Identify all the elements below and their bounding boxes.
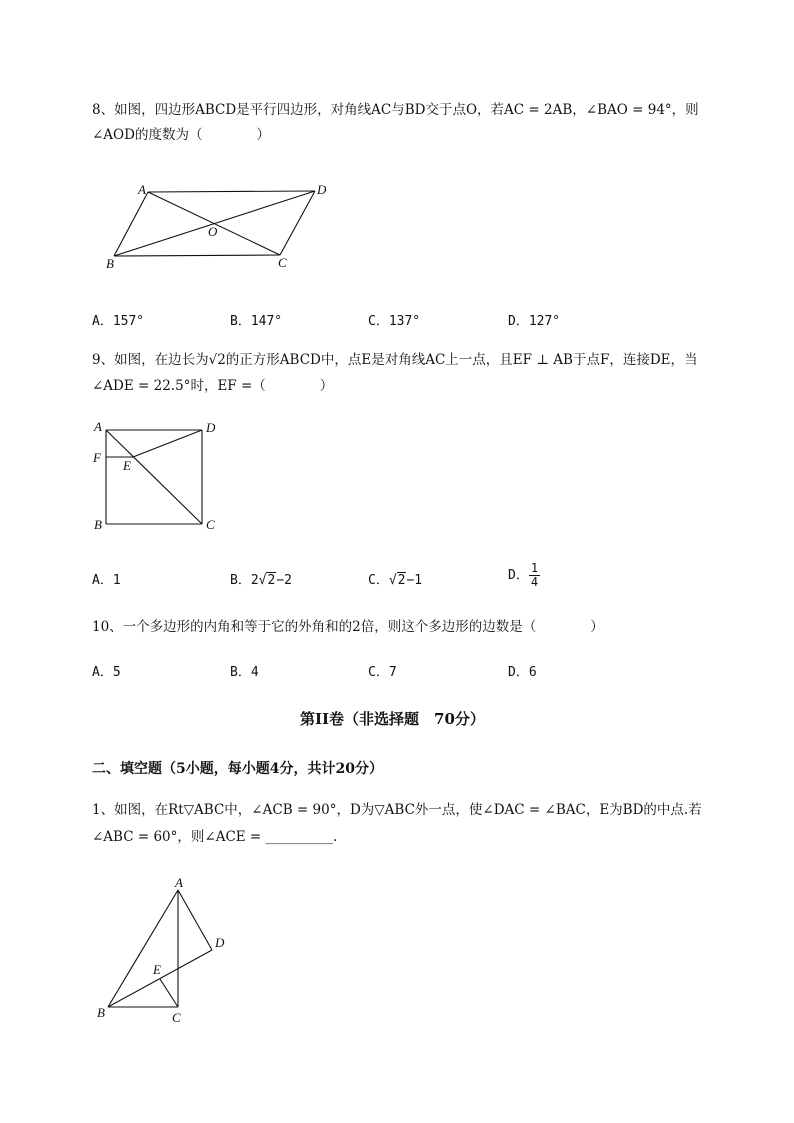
q9-option-d-fraction xyxy=(529,562,540,589)
q9-label-A: A xyxy=(94,419,102,434)
q9-option-a: A．1 xyxy=(92,573,121,588)
fill1-segment-CE xyxy=(160,979,178,1007)
q8-parallelogram-figure xyxy=(100,180,340,275)
q8-side-BC xyxy=(114,255,280,256)
q9-option-b-suffix: −2 xyxy=(276,573,292,588)
q8-label-B: B xyxy=(106,256,114,271)
q8-text-line1: 8、如图，四边形ABCD是平行四边形，对角线AC与BD交于点O，若AC = 2AB，∠BAO = 94°，则 xyxy=(92,102,699,118)
fill1-label-B: B xyxy=(97,1005,105,1020)
q9-option-c: C．√2−1 xyxy=(368,573,423,588)
q8-side-AD xyxy=(148,191,315,192)
q9-option-c-radicand: 2 xyxy=(397,573,406,588)
q9-option-b-radicand: 2 xyxy=(267,573,276,588)
q9-diagonal-AC xyxy=(106,430,202,524)
q9-option-d-prefix: D． xyxy=(508,568,529,583)
q9-option-d-numerator: 1 xyxy=(530,561,539,575)
q9-label-B: B xyxy=(94,517,102,532)
fill1-segment-AD xyxy=(178,890,212,950)
fill1-segment-BD xyxy=(108,950,212,1007)
q9-option-c-prefix: C． xyxy=(368,573,389,588)
section2-subtitle: 二、填空题（5小题，每小题4分，共计20分） xyxy=(92,761,383,777)
fill1-label-D: D xyxy=(215,935,225,950)
q10-text-line1: 10、一个多边形的内角和等于它的外角和的2倍，则这个多边形的边数是（ ） xyxy=(92,619,604,635)
q9-option-d xyxy=(508,562,540,589)
fill1-text-line1: 1、如图，在Rt▽ABC中，∠ACB = 90°，D为▽ABC外一点，使∠DAC = ∠BAC，E为BD的中点.若 xyxy=(92,802,702,818)
q10-option-b: B．4 xyxy=(230,665,259,680)
q8-label-O: O xyxy=(208,224,218,239)
q9-label-D: D xyxy=(206,420,216,435)
q9-option-b-prefix: B． xyxy=(230,573,251,588)
q9-segment-DE xyxy=(133,430,202,457)
q10-option-c: C．7 xyxy=(368,665,397,680)
q9-option-b: B．2√2−2 xyxy=(230,573,292,588)
q8-option-a: A．157° xyxy=(92,314,145,329)
fill1-side-AB xyxy=(108,890,178,1007)
q8-option-c: C．137° xyxy=(368,314,421,329)
fill1-triangle-figure xyxy=(90,870,240,1030)
q9-option-d-denominator: 4 xyxy=(530,575,539,589)
q8-text-line2: ∠AOD的度数为（ ） xyxy=(92,127,270,143)
q9-text-line2: ∠ADE = 22.5°时，EF =（ ） xyxy=(92,378,334,394)
section2-title: 第II卷（非选择题 70分） xyxy=(300,710,485,728)
fill1-label-E: E xyxy=(153,962,161,977)
q9-label-C: C xyxy=(206,517,215,532)
q9-option-b-coef: 2 xyxy=(250,573,259,588)
q10-option-d: D．6 xyxy=(508,665,537,680)
q9-option-c-suffix: −1 xyxy=(406,573,423,588)
q8-option-d: D．127° xyxy=(508,314,561,329)
fill1-label-C: C xyxy=(172,1010,181,1025)
fill1-label-A: A xyxy=(175,875,183,890)
q8-label-C: C xyxy=(278,255,287,270)
q8-label-A: A xyxy=(138,182,146,197)
q9-label-E: E xyxy=(123,458,131,473)
fill1-text-line2: ∠ABC = 60°，则∠ACE = __________. xyxy=(92,829,338,845)
q10-option-a: A．5 xyxy=(92,665,121,680)
q8-option-b: B．147° xyxy=(230,314,283,329)
q9-square-figure xyxy=(88,418,228,533)
q9-text-line1: 9、如图，在边长为√2的正方形ABCD中，点E是对角线AC上一点，且EF ⊥ AB于点F，连接DE，当 xyxy=(92,352,698,368)
q8-label-D: D xyxy=(317,182,327,197)
q9-label-F: F xyxy=(93,450,101,465)
